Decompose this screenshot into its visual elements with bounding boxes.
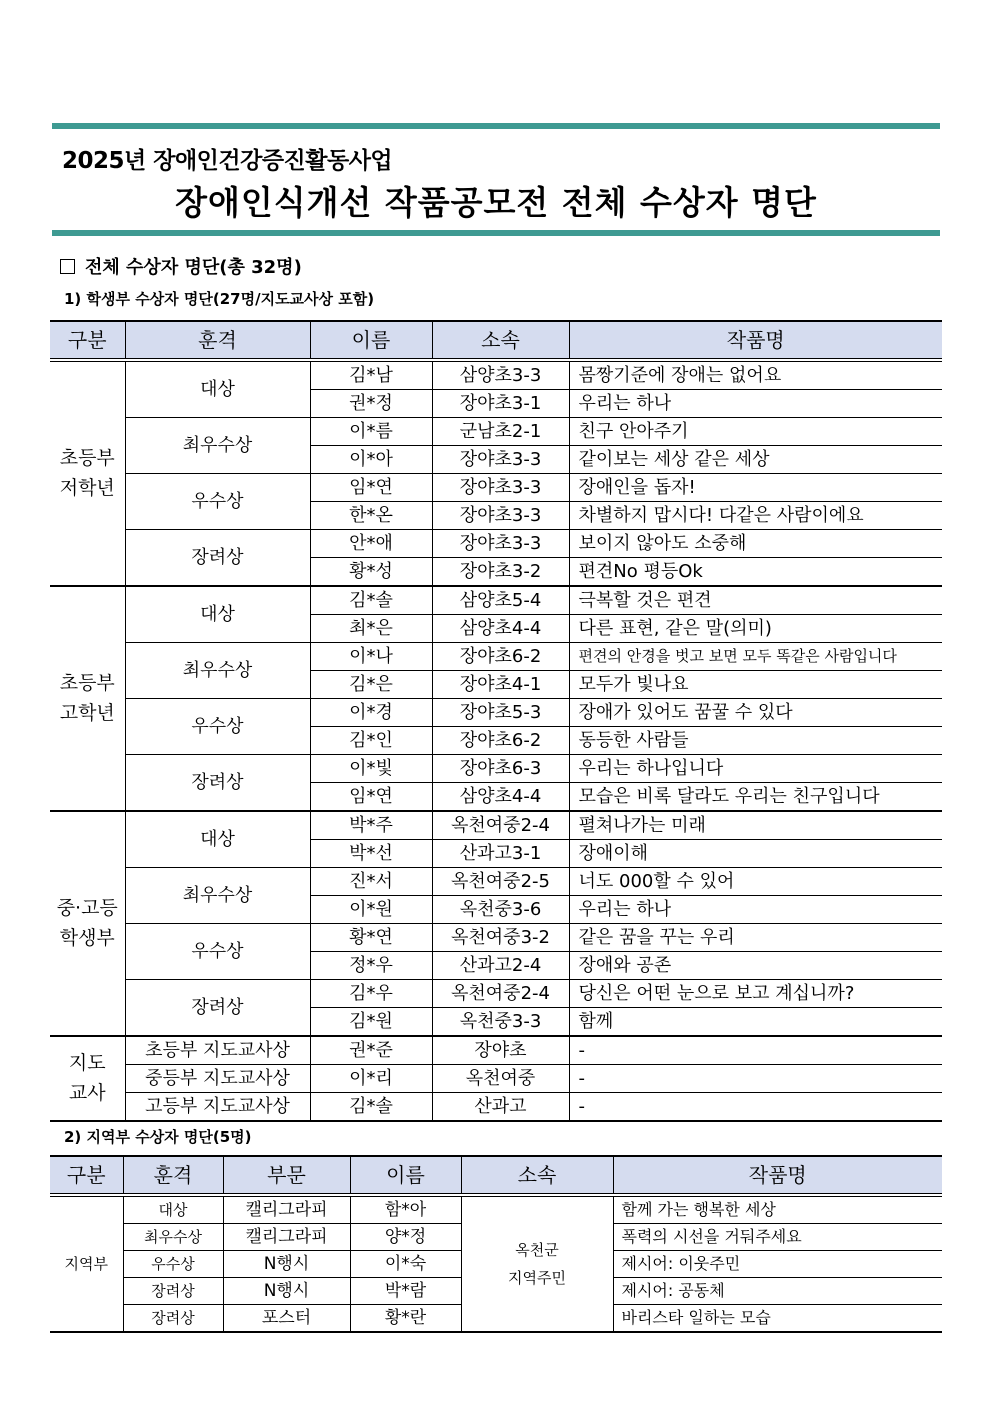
table-row bbox=[50, 924, 942, 952]
title-cell: 장애가 있어도 꿈꿀 수 있다 bbox=[569, 699, 942, 727]
name-cell: 임*연 bbox=[310, 474, 432, 502]
table-row bbox=[50, 755, 942, 783]
section-heading-text: 전체 수상자 명단(총 32명) bbox=[85, 257, 302, 278]
table-row bbox=[50, 811, 942, 840]
school-cell: 장야초6-2 bbox=[432, 727, 569, 755]
award-cell: 우수상 bbox=[123, 1251, 223, 1278]
name-cell: 황*란 bbox=[350, 1305, 461, 1333]
name-cell: 권*준 bbox=[310, 1036, 432, 1065]
school-cell: 산과고 bbox=[432, 1093, 569, 1122]
award-cell: 장려상 bbox=[125, 755, 310, 812]
school-cell: 장야초3-2 bbox=[432, 558, 569, 587]
award-cell: 우수상 bbox=[125, 474, 310, 530]
top-rule bbox=[52, 123, 940, 129]
title-cell: 편견의 안경을 벗고 보면 모두 똑같은 사람입니다 bbox=[569, 643, 942, 671]
table-row bbox=[50, 418, 942, 446]
title-cell: 너도 000할 수 있어 bbox=[569, 868, 942, 896]
award-cell: 장려상 bbox=[125, 530, 310, 587]
name-cell: 이*나 bbox=[310, 643, 432, 671]
school-cell: 장야초5-3 bbox=[432, 699, 569, 727]
title-cell: 장애인을 돕자! bbox=[569, 474, 942, 502]
school-cell: 옥천중3-3 bbox=[432, 1008, 569, 1037]
column-header: 이름 bbox=[310, 321, 432, 360]
title-cell: 당신은 어떤 눈으로 보고 계십니까? bbox=[569, 980, 942, 1008]
name-cell: 김*우 bbox=[310, 980, 432, 1008]
category-cell: 캘리그라피 bbox=[223, 1195, 350, 1224]
regional-section-heading: 2) 지역부 수상자 명단(5명) bbox=[64, 1128, 252, 1146]
name-cell: 김*원 bbox=[310, 1008, 432, 1037]
table-row bbox=[50, 1065, 942, 1093]
name-cell: 김*은 bbox=[310, 671, 432, 699]
award-cell: 초등부 지도교사상 bbox=[125, 1036, 310, 1065]
school-cell: 장야초3-3 bbox=[432, 502, 569, 530]
school-cell: 옥천중3-6 bbox=[432, 896, 569, 924]
table-row bbox=[50, 360, 942, 390]
school-cell: 삼양초4-4 bbox=[432, 783, 569, 812]
award-cell: 대상 bbox=[125, 360, 310, 418]
name-cell: 최*은 bbox=[310, 615, 432, 643]
affiliation-cell: 옥천군 지역주민 bbox=[461, 1195, 613, 1332]
category-cell: 캘리그라피 bbox=[223, 1224, 350, 1251]
award-cell: 우수상 bbox=[125, 924, 310, 980]
group-label: 지역부 bbox=[50, 1195, 123, 1332]
table-row bbox=[50, 474, 942, 502]
group-label: 초등부 저학년 bbox=[50, 360, 125, 586]
school-cell: 옥천여중2-4 bbox=[432, 980, 569, 1008]
school-cell: 장야초3-3 bbox=[432, 446, 569, 474]
column-header: 구분 bbox=[50, 1156, 123, 1195]
title-cell: 제시어: 공동체 bbox=[613, 1278, 942, 1305]
table-row bbox=[50, 1195, 942, 1224]
name-cell: 이*빛 bbox=[310, 755, 432, 783]
title-cell: 우리는 하나 bbox=[569, 390, 942, 418]
award-cell: 우수상 bbox=[125, 699, 310, 755]
title-cell: 바리스타 일하는 모습 bbox=[613, 1305, 942, 1333]
title-cell: - bbox=[569, 1093, 942, 1122]
school-cell: 삼양초4-4 bbox=[432, 615, 569, 643]
title-cell: 친구 안아주기 bbox=[569, 418, 942, 446]
name-cell: 김*남 bbox=[310, 360, 432, 390]
award-cell: 장려상 bbox=[125, 980, 310, 1037]
title-cell: 차별하지 맙시다! 다같은 사람이에요 bbox=[569, 502, 942, 530]
name-cell: 박*람 bbox=[350, 1278, 461, 1305]
school-cell: 옥천여중3-2 bbox=[432, 924, 569, 952]
column-header: 훈격 bbox=[125, 321, 310, 360]
name-cell: 정*우 bbox=[310, 952, 432, 980]
group-label: 중·고등 학생부 bbox=[50, 811, 125, 1036]
name-cell: 김*솔 bbox=[310, 1093, 432, 1122]
school-cell: 산과고2-4 bbox=[432, 952, 569, 980]
school-cell: 옥천여중2-5 bbox=[432, 868, 569, 896]
title-cell: - bbox=[569, 1036, 942, 1065]
regional-awards-table bbox=[50, 1155, 942, 1333]
award-cell: 장려상 bbox=[123, 1278, 223, 1305]
name-cell: 권*정 bbox=[310, 390, 432, 418]
name-cell: 이*리 bbox=[310, 1065, 432, 1093]
name-cell: 이*숙 bbox=[350, 1251, 461, 1278]
school-cell: 삼양초5-4 bbox=[432, 586, 569, 615]
award-cell: 최우수상 bbox=[123, 1224, 223, 1251]
school-cell: 장야초3-3 bbox=[432, 474, 569, 502]
name-cell: 이*아 bbox=[310, 446, 432, 474]
column-header: 작품명 bbox=[569, 321, 942, 360]
table-row bbox=[50, 530, 942, 558]
title-cell: 펼쳐나가는 미래 bbox=[569, 811, 942, 840]
column-header: 부문 bbox=[223, 1156, 350, 1195]
award-cell: 최우수상 bbox=[125, 643, 310, 699]
name-cell: 박*주 bbox=[310, 811, 432, 840]
column-header: 작품명 bbox=[613, 1156, 942, 1195]
award-cell: 최우수상 bbox=[125, 418, 310, 474]
column-header: 이름 bbox=[350, 1156, 461, 1195]
student-table-header bbox=[50, 321, 942, 360]
student-section-heading: 1) 학생부 수상자 명단(27명/지도교사상 포함) bbox=[64, 290, 375, 308]
title-cell: 극복할 것은 편견 bbox=[569, 586, 942, 615]
category-cell: 포스터 bbox=[223, 1305, 350, 1333]
name-cell: 이*경 bbox=[310, 699, 432, 727]
table-row bbox=[50, 586, 942, 615]
name-cell: 황*연 bbox=[310, 924, 432, 952]
student-awards-table bbox=[50, 320, 942, 1122]
title-cell: 모습은 비록 달라도 우리는 친구입니다 bbox=[569, 783, 942, 812]
title-cell: 함께 bbox=[569, 1008, 942, 1037]
award-cell: 대상 bbox=[125, 811, 310, 868]
regional-table-header bbox=[50, 1156, 942, 1195]
school-cell: 삼양초3-3 bbox=[432, 360, 569, 390]
name-cell: 이*원 bbox=[310, 896, 432, 924]
title-cell: 보이지 않아도 소중해 bbox=[569, 530, 942, 558]
title-cell: 편견No 평등Ok bbox=[569, 558, 942, 587]
name-cell: 한*온 bbox=[310, 502, 432, 530]
column-header: 훈격 bbox=[123, 1156, 223, 1195]
category-cell: N행시 bbox=[223, 1251, 350, 1278]
name-cell: 진*서 bbox=[310, 868, 432, 896]
school-cell: 옥천여중2-4 bbox=[432, 811, 569, 840]
document-title: 장애인식개선 작품공모전 전체 수상자 명단 bbox=[175, 183, 817, 222]
name-cell: 함*아 bbox=[350, 1195, 461, 1224]
name-cell: 양*정 bbox=[350, 1224, 461, 1251]
school-cell: 장야초6-2 bbox=[432, 643, 569, 671]
school-cell: 산과고3-1 bbox=[432, 840, 569, 868]
title-cell: 우리는 하나입니다 bbox=[569, 755, 942, 783]
school-cell: 옥천여중 bbox=[432, 1065, 569, 1093]
title-cell: 장애이해 bbox=[569, 840, 942, 868]
award-cell: 고등부 지도교사상 bbox=[125, 1093, 310, 1122]
checkbox-square-icon bbox=[60, 259, 75, 274]
title-cell: 동등한 사람들 bbox=[569, 727, 942, 755]
award-cell: 대상 bbox=[123, 1195, 223, 1224]
name-cell: 이*름 bbox=[310, 418, 432, 446]
document-subtitle: 2025년 장애인건강증진활동사업 bbox=[62, 148, 393, 174]
name-cell: 김*인 bbox=[310, 727, 432, 755]
school-cell: 장야초3-1 bbox=[432, 390, 569, 418]
table-row bbox=[50, 868, 942, 896]
title-cell: 제시어: 이웃주민 bbox=[613, 1251, 942, 1278]
group-label: 지도 교사 bbox=[50, 1036, 125, 1121]
column-header: 구분 bbox=[50, 321, 125, 360]
title-cell: 폭력의 시선을 거둬주세요 bbox=[613, 1224, 942, 1251]
school-cell: 군남초2-1 bbox=[432, 418, 569, 446]
name-cell: 황*성 bbox=[310, 558, 432, 587]
section-heading bbox=[60, 253, 302, 279]
category-cell: N행시 bbox=[223, 1278, 350, 1305]
table-row bbox=[50, 643, 942, 671]
title-cell: - bbox=[569, 1065, 942, 1093]
name-cell: 임*연 bbox=[310, 783, 432, 812]
school-cell: 장야초 bbox=[432, 1036, 569, 1065]
group-label: 초등부 고학년 bbox=[50, 586, 125, 811]
title-cell: 몸짱기준에 장애는 없어요 bbox=[569, 360, 942, 390]
school-cell: 장야초4-1 bbox=[432, 671, 569, 699]
name-cell: 박*선 bbox=[310, 840, 432, 868]
school-cell: 장야초3-3 bbox=[432, 530, 569, 558]
column-header: 소속 bbox=[461, 1156, 613, 1195]
title-cell: 다른 표현, 같은 말(의미) bbox=[569, 615, 942, 643]
name-cell: 안*애 bbox=[310, 530, 432, 558]
table-row bbox=[50, 1093, 942, 1122]
title-cell: 모두가 빛나요 bbox=[569, 671, 942, 699]
title-cell: 같이보는 세상 같은 세상 bbox=[569, 446, 942, 474]
award-cell: 중등부 지도교사상 bbox=[125, 1065, 310, 1093]
title-cell: 우리는 하나 bbox=[569, 896, 942, 924]
title-cell: 같은 꿈을 꾸는 우리 bbox=[569, 924, 942, 952]
school-cell: 장야초6-3 bbox=[432, 755, 569, 783]
table-row bbox=[50, 980, 942, 1008]
award-cell: 대상 bbox=[125, 586, 310, 643]
name-cell: 김*솔 bbox=[310, 586, 432, 615]
title-bottom-rule bbox=[52, 230, 940, 236]
table-row bbox=[50, 1036, 942, 1065]
award-cell: 장려상 bbox=[123, 1305, 223, 1333]
column-header: 소속 bbox=[432, 321, 569, 360]
award-cell: 최우수상 bbox=[125, 868, 310, 924]
title-cell: 장애와 공존 bbox=[569, 952, 942, 980]
table-row bbox=[50, 699, 942, 727]
title-cell: 함께 가는 행복한 세상 bbox=[613, 1195, 942, 1224]
